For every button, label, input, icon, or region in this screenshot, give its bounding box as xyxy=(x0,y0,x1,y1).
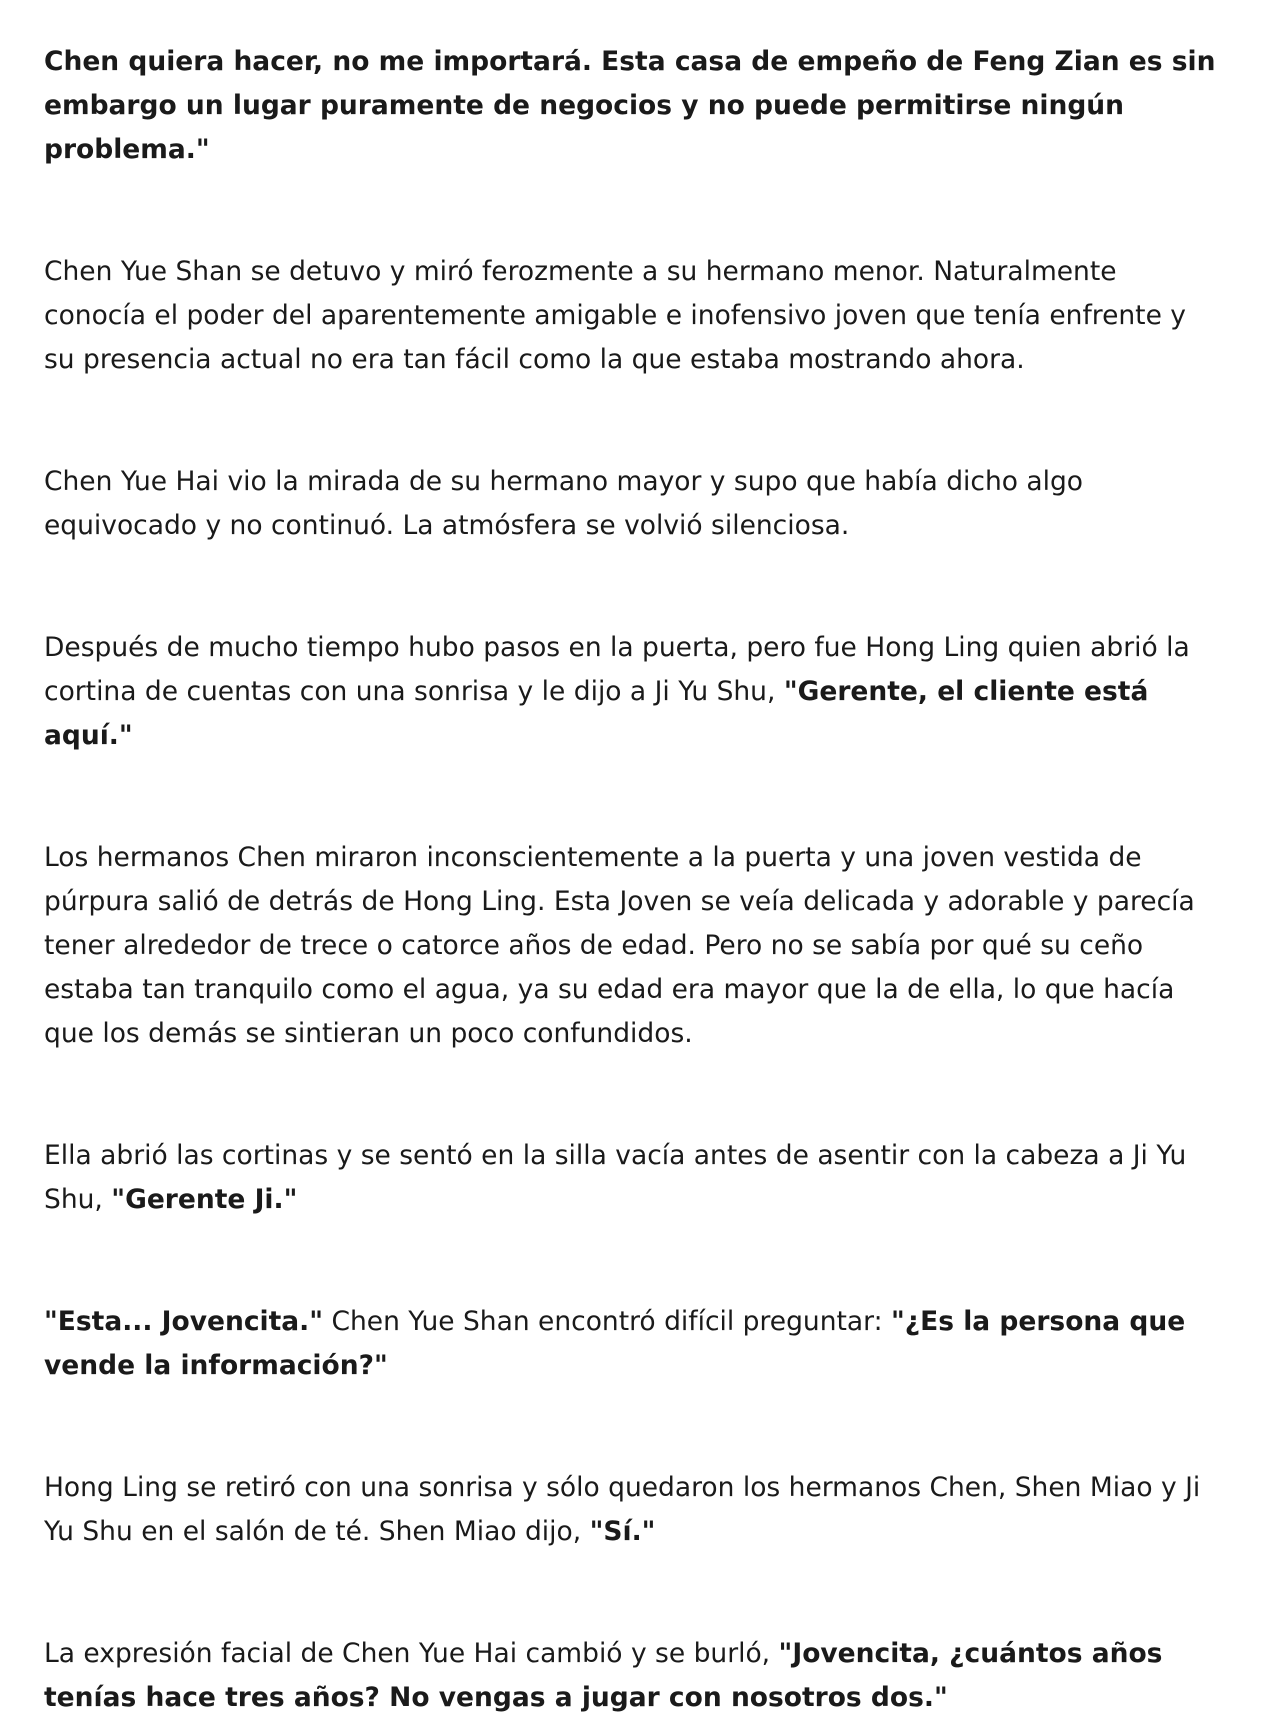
bold-text: "Gerente, el cliente está aquí." xyxy=(44,676,1158,751)
paragraph xyxy=(44,1134,1244,1222)
text-line xyxy=(44,626,1244,670)
text-line xyxy=(44,338,1244,382)
bold-text: tenías hace tres años? No vengas a jugar con nosotros dos." xyxy=(44,1682,948,1713)
text-line xyxy=(44,1344,1244,1388)
paragraph xyxy=(44,1466,1244,1554)
bold-text: embargo un lugar puramente de negocios y no puede permitirse ningún problema." xyxy=(44,90,1134,165)
text-line xyxy=(44,1676,1244,1720)
text: estaba tan tranquilo como el agua, ya su edad era mayor que la de ella, lo que hacía xyxy=(44,974,1175,1005)
bold-text: "Esta... Jovencita." xyxy=(44,1306,324,1337)
text-line xyxy=(44,84,1244,172)
paragraph xyxy=(44,40,1244,172)
paragraph xyxy=(44,460,1244,548)
text-line xyxy=(44,670,1244,758)
text: Después de mucho tiempo hubo pasos en la puerta, pero fue Hong Ling quien abrió la xyxy=(44,632,1190,663)
paragraph xyxy=(44,1300,1244,1388)
bold-text: Chen quiera hacer, no me importará. Esta casa de empeño de Feng Zian es sin xyxy=(44,46,1216,77)
bold-text: "Sí." xyxy=(589,1516,656,1547)
paragraph xyxy=(44,1632,1244,1720)
text: púrpura salió de detrás de Hong Ling. Esta Joven se veía delicada y adorable y parecía xyxy=(44,886,1195,917)
text-line xyxy=(44,1510,1244,1554)
text: Ella abrió las cortinas y se sentó en la silla vacía antes de asentir con la cabeza a Ji Yu xyxy=(44,1140,1187,1171)
text-line xyxy=(44,294,1244,338)
text: conocía el poder del aparentemente amigable e inofensivo joven que tenía enfrente y xyxy=(44,300,1186,331)
text: equivocado y no continuó. La atmósfera se volvió silenciosa. xyxy=(44,510,850,541)
bold-text: "Gerente Ji." xyxy=(111,1184,298,1215)
text-line xyxy=(44,250,1244,294)
text-line xyxy=(44,1300,1244,1344)
text: Shu, xyxy=(44,1184,112,1215)
paragraph xyxy=(44,626,1244,758)
text-line xyxy=(44,460,1244,504)
text-line xyxy=(44,924,1244,968)
document-page xyxy=(44,40,1244,1720)
bold-text: vende la información?" xyxy=(44,1350,388,1381)
text-line xyxy=(44,1632,1244,1676)
text-line xyxy=(44,40,1244,84)
text-line xyxy=(44,1134,1244,1178)
text: Chen Yue Shan encontró difícil preguntar: xyxy=(323,1306,891,1337)
text: Chen Yue Hai vio la mirada de su hermano mayor y supo que había dicho algo xyxy=(44,466,1084,497)
text-line xyxy=(44,836,1244,880)
text: Los hermanos Chen miraron inconscientemente a la puerta y una joven vestida de xyxy=(44,842,1142,873)
paragraph xyxy=(44,836,1244,1056)
text: tener alrededor de trece o catorce años de edad. Pero no se sabía por qué su ceño xyxy=(44,930,1144,961)
text-line xyxy=(44,1178,1244,1222)
text-line xyxy=(44,1466,1244,1510)
bold-text: "¿Es la persona que xyxy=(890,1306,1186,1337)
text: Chen Yue Shan se detuvo y miró ferozmente a su hermano menor. Naturalmente xyxy=(44,256,1117,287)
text: cortina de cuentas con una sonrisa y le dijo a Ji Yu Shu, xyxy=(44,676,784,707)
text: Yu Shu en el salón de té. Shen Miao dijo, xyxy=(44,1516,590,1547)
paragraph xyxy=(44,250,1244,382)
text: su presencia actual no era tan fácil como la que estaba mostrando ahora. xyxy=(44,344,1025,375)
text-line xyxy=(44,968,1244,1012)
text: La expresión facial de Chen Yue Hai cambió y se burló, xyxy=(44,1638,779,1669)
text: Hong Ling se retiró con una sonrisa y sólo quedaron los hermanos Chen, Shen Miao y Ji xyxy=(44,1472,1201,1503)
text-line xyxy=(44,504,1244,548)
text-line xyxy=(44,1012,1244,1056)
text-line xyxy=(44,880,1244,924)
text: que los demás se sintieran un poco confundidos. xyxy=(44,1018,693,1049)
bold-text: "Jovencita, ¿cuántos años xyxy=(778,1638,1163,1669)
